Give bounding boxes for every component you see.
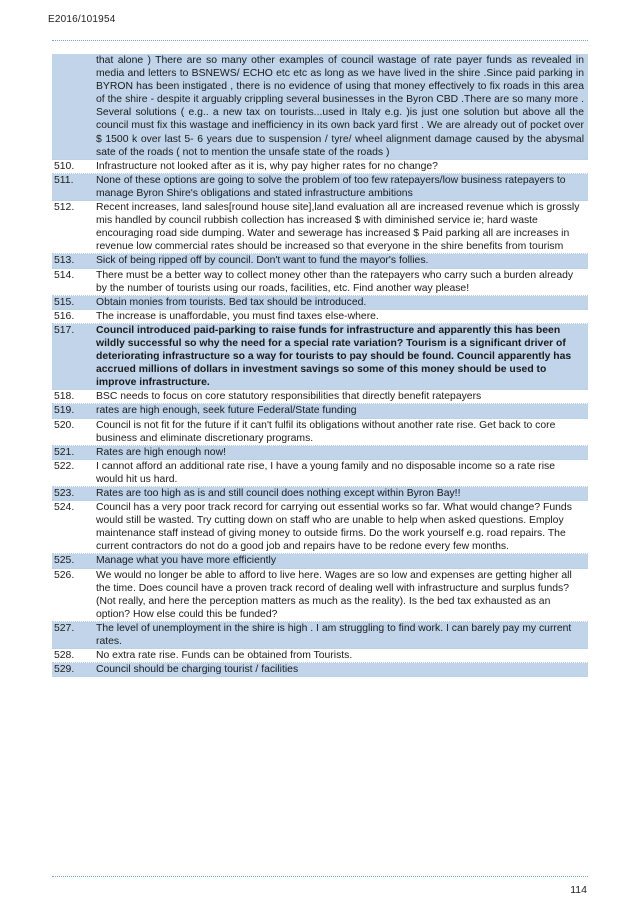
comment-number: 526. [54,569,75,581]
comment-number: 511. [54,174,74,186]
comment-text: We would no longer be able to afford to live here. Wages are so low and expenses are getting higher all the time. Does council have a proven track record of dealing well with infrastructure and surplus funds? (Not really, and here the perception matters as much as the reality). Is the bed tax exhausted as an option? How else could this be funded? [96,569,572,620]
comment-row [52,324,588,390]
comment-row [52,663,588,677]
comment-text: Infrastructure not looked after as it is, why pay higher rates for no change? [96,160,438,172]
comment-text: The increase is unaffordable, you must find taxes else-where. [96,310,379,322]
comment-row [52,390,588,404]
comment-number: 518. [54,391,75,403]
comment-text: Rates are too high as is and still council does nothing except within Byron Bay!! [96,488,461,499]
comment-text: There must be a better way to collect money other than the ratepayers who carry such a burden already by the number of tourists using our roads, facilities, etc. Find another way please! [96,269,574,294]
header-divider [52,40,588,41]
comment-number: 524. [54,502,75,514]
comment-number: 517. [54,324,75,336]
comment-text: Council is not fit for the future if it can't fulfil its obligations without another rate rise. Get back to core business and eliminate discretionary programs. [96,419,556,444]
comment-number: 516. [54,310,75,322]
comment-row [52,269,588,296]
comment-row [52,649,588,663]
comment-row [52,460,588,487]
comment-number: 523. [54,488,75,499]
comment-text: Manage what you have more efficiently [96,555,277,567]
comment-row [52,160,588,174]
comment-row [52,174,588,201]
comments-list [52,54,588,677]
comment-number: 527. [54,622,75,634]
comment-text: No extra rate rise. Funds can be obtained from Tourists. [96,650,353,662]
comment-number: 529. [54,664,75,676]
comment-text: Sick of being ripped off by council. Don't want to fund the mayor's follies. [96,255,429,267]
comment-text: BSC needs to focus on core statutory responsibilities that directly benefit ratepayers [96,391,482,403]
comment-number: 514. [54,269,75,281]
comment-row [52,554,588,568]
comment-row [52,501,588,554]
comment-number: 515. [54,296,75,308]
comment-row [52,54,588,160]
comment-row [52,296,588,310]
comment-number: 528. [54,650,75,662]
comment-number: 520. [54,419,75,431]
comment-text: Recent increases, land sales[round house site],land evaluation all are increased revenue which is grossly mis handled by council rubbish collection has increased $ with diminished service ie; hard waste encouraging road side dumping. Water and sewerage has increased $ Paid parking all are increases in revenue low commercial rates should be increased so that everyone in the shire benefits from tourism [96,202,580,253]
comment-text: rates are high enough, seek future Federal/State funding [96,405,357,417]
comment-text: that alone ) There are so many other examples of council wastage of rate payer funds as revealed in media and letters to BSNEWS/ ECHO etc etc as long as we have lived in the shire .Since paid parking in BYRON has been instigated , there is no evidence of using that money effectively to fix roads in this area of the shire - despite it arguably crippling several businesses in the Byron CBD .There are so many more . Several solutions ( e.g.. a new tax on tourists...used in Italy e.g. )is just one solution but above all the council must fix this wastage and inefficiency in its own back yard first . We are already out of pocket over $ 1500 k over last 5- 6 years due to suspension / tyre/ wheel alignment damage caused by the abysmal sate of the roads ( not to mention the unsafe state of the roads ) [96,55,584,158]
comment-number: 512. [54,202,75,214]
comment-text: Council should be charging tourist / facilities [96,664,299,676]
comment-text: I cannot afford an additional rate rise, I have a young family and no disposable income so a rate rise would hit us hard. [96,460,556,485]
comment-number: 522. [54,460,75,472]
comment-text: Council has a very poor track record for carrying out essential works so far. What would change? Funds would still be wasted. Try cutting down on staff who are unable to help when asked questions. Employ maintenance staff instead of giving money to outside firms. Do the work yourself e.g. road repairs. The current contractors do not do a good job and repairs have to be redone every few months. [96,502,572,553]
comment-number: 513. [54,255,75,267]
comment-number: 525. [54,555,75,567]
comment-row [52,404,588,418]
comment-text: None of these options are going to solve the problem of too few ratepayers/low business ratepayers to manage Byron Shire's obligations and stated infrastructure ambitions [96,174,566,199]
comment-text: The level of unemployment in the shire is high . I am struggling to find work. I can barely pay my current rates. [96,622,572,648]
comment-number: 519. [54,405,75,417]
comment-text: Council introduced paid-parking to raise funds for infrastructure and apparently this has been wildly successful so why the need for a special rate variation? Tourism is a significant driver of deteriorating infrastructure so a way for tourists to pay should be found. Council apparently has accrued millions of dollars in investment savings so some of this money should be used to improve infrastructure. [96,324,572,389]
comment-row [52,419,588,446]
document-id: E2016/101954 [48,14,116,25]
comment-number: 510. [54,160,75,172]
footer-divider [52,876,588,877]
comment-text: Rates are high enough now! [96,446,226,458]
comment-row [52,569,588,622]
comment-text: Obtain monies from tourists. Bed tax should be introduced. [96,296,367,308]
comment-row [52,254,588,268]
comment-row [52,487,588,501]
comment-row [52,201,588,254]
comment-row [52,622,588,649]
comment-number: 521. [54,446,75,458]
page-number: 114 [570,884,587,896]
comment-row [52,446,588,460]
comment-row [52,310,588,324]
